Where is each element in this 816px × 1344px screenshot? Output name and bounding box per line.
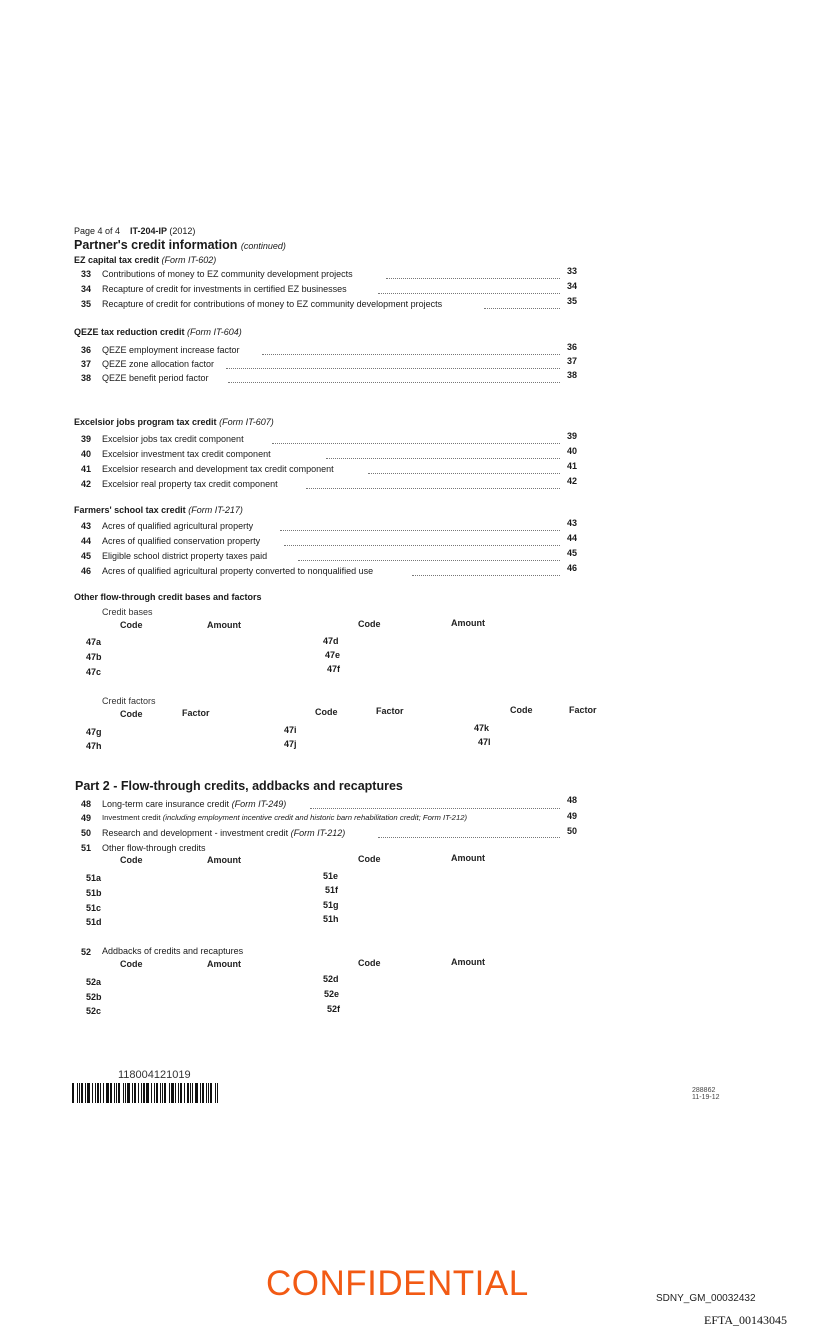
line-number-right: 39 — [567, 431, 578, 441]
barcode-bar — [127, 1083, 130, 1103]
barcode-bar — [87, 1083, 90, 1103]
line-number: 46 — [81, 566, 92, 576]
barcode-bar — [103, 1083, 104, 1103]
col-amount-header: Amount — [451, 618, 485, 628]
line-code: 47f — [327, 664, 341, 674]
col-code-header: Code — [358, 619, 381, 629]
leader-dots — [280, 530, 560, 531]
line-label: Eligible school district property taxes paid — [102, 551, 268, 561]
barcode-bar — [187, 1083, 189, 1103]
line-code: 51b — [86, 888, 102, 898]
col-code-header: Code — [120, 855, 143, 865]
barcode-bar — [77, 1083, 78, 1103]
line-label: Excelsior investment tax credit component — [102, 449, 271, 459]
col-factor-header: Factor — [182, 708, 210, 718]
line-label: Contributions of money to EZ community development projects — [102, 269, 353, 279]
line-code: 52c — [86, 1006, 102, 1016]
barcode-bar — [156, 1083, 158, 1103]
line-number: 51 — [81, 843, 92, 853]
col-code-header: Code — [120, 709, 143, 719]
col-code-header: Code — [510, 705, 533, 715]
line-label: Recapture of credit for investments in certified EZ businesses — [102, 284, 347, 294]
barcode-bar — [206, 1083, 207, 1103]
leader-dots — [226, 368, 560, 369]
col-code-header: Code — [358, 854, 381, 864]
line-code: 47g — [86, 727, 102, 737]
line-code: 51a — [86, 873, 102, 883]
part2-title: Part 2 - Flow-through credits, addbacks and recaptures — [75, 779, 403, 793]
barcode-bar — [169, 1083, 170, 1103]
line-label: QEZE zone allocation factor — [102, 359, 215, 369]
line-number-right: 49 — [567, 811, 578, 821]
line-number: 39 — [81, 434, 92, 444]
col-amount-header: Amount — [451, 957, 485, 967]
line-number-right: 45 — [567, 548, 578, 558]
barcode-number: 118004121019 — [118, 1069, 191, 1081]
barcode-bar — [106, 1083, 109, 1103]
line-number: 50 — [81, 828, 92, 838]
barcode-bar — [81, 1083, 83, 1103]
barcode-bar — [146, 1083, 149, 1103]
barcode-bar — [116, 1083, 117, 1103]
line-number: 42 — [81, 479, 92, 489]
line-label: QEZE benefit period factor — [102, 373, 209, 383]
line-code: 51c — [86, 903, 102, 913]
line-label: Excelsior research and development tax credit component — [102, 464, 334, 474]
line-number-right: 37 — [567, 356, 578, 366]
section-title-qeze: QEZE tax reduction credit (Form IT-604) — [74, 327, 242, 337]
col-amount-header: Amount — [451, 853, 485, 863]
credit-factors-label: Credit factors — [102, 696, 156, 706]
line-number: 45 — [81, 551, 92, 561]
leader-dots — [412, 575, 560, 576]
leader-dots — [284, 545, 560, 546]
line-label: Acres of qualified conservation property — [102, 536, 261, 546]
line-code: 47l — [478, 737, 491, 747]
barcode-bar — [125, 1083, 126, 1103]
line-label: Acres of qualified agricultural property — [102, 521, 254, 531]
line-number-right: 42 — [567, 476, 578, 486]
line-code: 47k — [474, 723, 490, 733]
leader-dots — [378, 293, 560, 294]
barcode-bar — [138, 1083, 139, 1103]
line-code: 47j — [284, 739, 297, 749]
line-number-right: 40 — [567, 446, 578, 456]
barcode-bar — [217, 1083, 218, 1103]
line-code: 52f — [327, 1004, 341, 1014]
line-number: 33 — [81, 269, 92, 279]
line-number: 43 — [81, 521, 92, 531]
barcode-bar — [202, 1083, 204, 1103]
col-code-header: Code — [315, 707, 338, 717]
line-code: 47d — [323, 636, 339, 646]
barcode-bar — [184, 1083, 185, 1103]
line-48-label: Long-term care insurance credit (Form IT-249) — [102, 799, 287, 809]
barcode-bar — [190, 1083, 191, 1103]
line-number-right: 34 — [567, 281, 578, 291]
line-code: 47c — [86, 667, 102, 677]
barcode-bar — [85, 1083, 86, 1103]
col-code-header: Code — [120, 620, 143, 630]
barcode-bar — [79, 1083, 80, 1103]
barcode-bar — [97, 1083, 99, 1103]
line-number: 35 — [81, 299, 92, 309]
col-code-header: Code — [120, 959, 143, 969]
line-code: 51h — [323, 914, 339, 924]
barcode-bar — [134, 1083, 136, 1103]
leader-dots — [378, 837, 560, 838]
line-code: 51e — [323, 871, 339, 881]
line-number: 37 — [81, 359, 92, 369]
section-title-ez: EZ capital tax credit (Form IT-602) — [74, 255, 217, 265]
col-amount-header: Amount — [207, 855, 241, 865]
col-code-header: Code — [358, 958, 381, 968]
page-number: Page 4 of 4 — [74, 226, 121, 236]
leader-dots — [298, 560, 560, 561]
line-code: 52b — [86, 992, 102, 1002]
line-code: 47i — [284, 725, 297, 735]
page-title: Partner's credit information (continued) — [74, 238, 286, 252]
line-number: 40 — [81, 449, 92, 459]
col-factor-header: Factor — [376, 706, 404, 716]
barcode-bar — [162, 1083, 163, 1103]
col-amount-header: Amount — [207, 620, 241, 630]
efta-number: EFTA_00143045 — [704, 1313, 788, 1327]
barcode-bar — [200, 1083, 201, 1103]
line-code: 51g — [323, 900, 339, 910]
line-52-label: Addbacks of credits and recaptures — [102, 946, 244, 956]
line-code: 47b — [86, 652, 102, 662]
line-number-right: 38 — [567, 370, 578, 380]
barcode-bar — [171, 1083, 174, 1103]
section-title-farmers: Farmers' school tax credit (Form IT-217) — [74, 505, 243, 515]
line-code: 52a — [86, 977, 102, 987]
barcode-bar — [143, 1083, 145, 1103]
line-number: 44 — [81, 536, 92, 546]
line-number: 49 — [81, 813, 92, 823]
line-label: Recapture of credit for contributions of money to EZ community development projects — [102, 299, 443, 309]
barcode-bar — [95, 1083, 96, 1103]
line-number-right: 43 — [567, 518, 578, 528]
leader-dots — [386, 278, 560, 279]
barcode-bar — [141, 1083, 142, 1103]
line-number: 48 — [81, 799, 92, 809]
barcode-bar — [208, 1083, 209, 1103]
line-label: Excelsior real property tax credit component — [102, 479, 278, 489]
barcode-bar — [110, 1083, 112, 1103]
barcode-bar — [92, 1083, 93, 1103]
line-number-right: 41 — [567, 461, 578, 471]
barcode-bar — [210, 1083, 212, 1103]
barcode-bar — [192, 1083, 193, 1103]
barcode-bar — [160, 1083, 161, 1103]
leader-dots — [484, 308, 560, 309]
barcode-bar — [123, 1083, 124, 1103]
line-number: 38 — [81, 373, 92, 383]
line-label: QEZE employment increase factor — [102, 345, 240, 355]
line-code: 52e — [324, 989, 340, 999]
line-number-right: 33 — [567, 266, 578, 276]
line-code: 47a — [86, 637, 102, 647]
barcode-bar — [180, 1083, 182, 1103]
leader-dots — [310, 808, 560, 809]
form-id: 288862 11-19-12 — [692, 1087, 720, 1101]
line-code: 52d — [323, 974, 339, 984]
line-number-right: 50 — [567, 826, 578, 836]
line-code: 47h — [86, 741, 102, 751]
line-51-label: Other flow-through credits — [102, 843, 206, 853]
barcode-bar — [72, 1083, 74, 1103]
barcode-bar — [100, 1083, 101, 1103]
line-number-right: 36 — [567, 342, 578, 352]
barcode-bar — [151, 1083, 152, 1103]
line-label: Acres of qualified agricultural property converted to nonqualified use — [102, 566, 374, 576]
col-amount-header: Amount — [207, 959, 241, 969]
line-code: 47e — [325, 650, 341, 660]
line-number-right: 35 — [567, 296, 578, 306]
line-number-right: 48 — [567, 795, 578, 805]
line-number-right: 44 — [567, 533, 578, 543]
line-code: 51f — [325, 885, 339, 895]
line-number: 36 — [81, 345, 92, 355]
leader-dots — [228, 382, 560, 383]
credit-bases-label: Credit bases — [102, 607, 153, 617]
barcode-bar — [164, 1083, 166, 1103]
barcode-bar — [175, 1083, 176, 1103]
barcode-bar — [195, 1083, 198, 1103]
leader-dots — [262, 354, 560, 355]
line-code: 51d — [86, 917, 102, 927]
barcode-bar — [178, 1083, 179, 1103]
leader-dots — [272, 443, 560, 444]
line-50-label: Research and development - investment credit (Form IT-212) — [102, 828, 346, 838]
barcode-bar — [118, 1083, 120, 1103]
bates-number: SDNY_GM_00032432 — [656, 1293, 756, 1304]
form-number: IT-204-IP (2012) — [130, 226, 196, 236]
leader-dots — [326, 458, 560, 459]
section-title-other: Other flow-through credit bases and factors — [74, 592, 262, 602]
line-number: 52 — [81, 947, 92, 957]
barcode-bar — [154, 1083, 155, 1103]
line-number-right: 46 — [567, 563, 578, 573]
line-49-label: Investment credit (including employment incentive credit and historic barn rehabilitation credit; Form IT-212) — [102, 813, 468, 822]
col-factor-header: Factor — [569, 705, 597, 715]
barcode-bar — [215, 1083, 216, 1103]
line-number: 41 — [81, 464, 92, 474]
barcode-bar — [114, 1083, 115, 1103]
line-number: 34 — [81, 284, 92, 294]
confidential-stamp: CONFIDENTIAL — [266, 1264, 529, 1303]
leader-dots — [368, 473, 560, 474]
line-label: Excelsior jobs tax credit component — [102, 434, 244, 444]
barcode — [72, 1083, 222, 1103]
leader-dots — [306, 488, 560, 489]
barcode-bar — [132, 1083, 133, 1103]
section-title-excelsior: Excelsior jobs program tax credit (Form IT-607) — [74, 417, 274, 427]
